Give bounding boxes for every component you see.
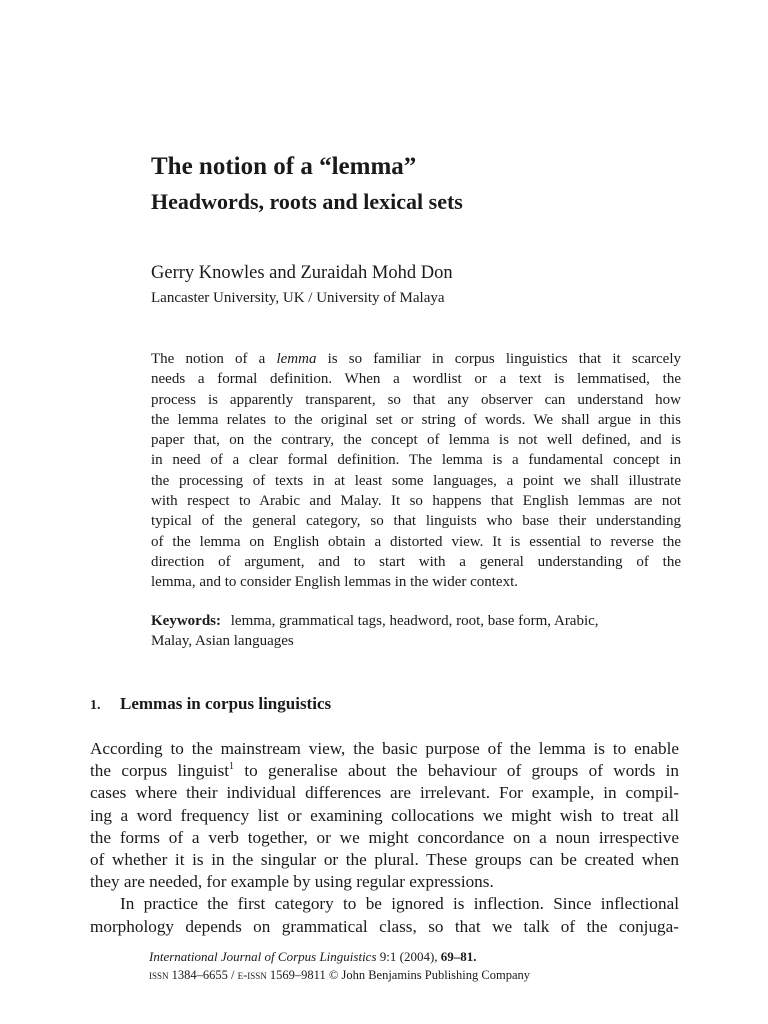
body-text [90, 738, 679, 938]
abstract-line: direction of argument, and to start with a general understanding of the [151, 553, 681, 570]
abstract-line: paper that, on the contrary, the concept of lemma is not well defined, and is [151, 432, 681, 449]
citation-line [149, 948, 530, 966]
body-line: In practice the first category to be ignored is inflection. Since inflectional [120, 894, 679, 914]
body-text-segment: the corpus linguist [90, 761, 230, 781]
abstract [151, 349, 681, 593]
keywords-label: Keywords: [151, 613, 221, 629]
body-text-segment: to generalise about the behaviour of groups of words in [234, 761, 679, 781]
body-line: According to the mainstream view, the basic purpose of the lemma is to enable [90, 739, 679, 758]
issn-line [149, 966, 530, 984]
abstract-text: The notion of a [151, 351, 277, 367]
abstract-line: with respect to Arabic and Malay. It so happens that English lemmas are not [151, 493, 681, 510]
abstract-line: in need of a clear formal definition. The lemma is a fundamental concept in [151, 452, 681, 469]
keywords-line: Malay, Asian languages [151, 633, 294, 650]
abstract-line: process is apparently transparent, so that any observer can understand how [151, 391, 681, 408]
journal-name: International Journal of Corpus Linguistics [149, 949, 377, 964]
body-line: they are needed, for example by using regular expressions. [90, 872, 494, 892]
abstract-line: lemma, and to consider English lemmas in the wider context. [151, 574, 518, 591]
keywords-text: lemma, grammatical tags, headword, root, base form, Arabic, [230, 613, 599, 629]
body-line: the forms of a verb together, or we might concordance on a noun irrespective [90, 827, 679, 847]
abstract-text: is so familiar in corpus linguistics that it scarcely [316, 351, 681, 367]
keywords-line [151, 611, 681, 631]
authors: Gerry Knowles and Zuraidah Mohd Don [151, 263, 453, 283]
abstract-line: the processing of texts in at least some languages, a point we shall illustrate [151, 472, 681, 489]
abstract-line: needs a formal definition. When a wordlist or a text is lemmatised, the [151, 371, 681, 388]
paper-title: The notion of a “lemma” [151, 153, 417, 180]
footnote-marker[interactable]: 1 [229, 761, 235, 773]
section-number: 1. [90, 698, 101, 713]
body-line: cases where their individual differences are irrelevant. For example, in compil- [90, 783, 679, 803]
body-line: of whether it is in the singular or the plural. These groups can be created when [90, 850, 679, 870]
page-range: 69–81. [440, 949, 477, 964]
page-footer [149, 948, 530, 984]
body-line [90, 760, 679, 782]
issn-label: issn [149, 968, 169, 982]
keywords [151, 611, 681, 652]
affiliation: Lancaster University, UK / University of Malaya [151, 290, 445, 306]
abstract-emphasis: lemma [276, 351, 317, 367]
section-title: Lemmas in corpus linguistics [120, 694, 332, 713]
body-line: ing a word frequency list or examining collocations we might wish to treat all [90, 805, 679, 825]
paper-subtitle: Headwords, roots and lexical sets [151, 189, 463, 214]
body-line: morphology depends on grammatical class, so that we talk of the conjuga- [90, 916, 679, 936]
eissn-value: 1569–9811 © John Benjamins Publishing Company [266, 968, 531, 982]
abstract-line [151, 349, 681, 369]
issn-value: 1384–6655 / [168, 968, 238, 982]
abstract-line: of the lemma on English obtain a distorted view. It is essential to reverse the [151, 533, 681, 550]
eissn-label: e-issn [237, 968, 267, 982]
abstract-line: the lemma relates to the original set or string of words. We shall argue in this [151, 411, 681, 428]
section-heading [90, 692, 331, 718]
volume-info: 9:1 (2004), [376, 949, 441, 964]
abstract-line: typical of the general category, so that linguists who base their understanding [151, 513, 681, 530]
